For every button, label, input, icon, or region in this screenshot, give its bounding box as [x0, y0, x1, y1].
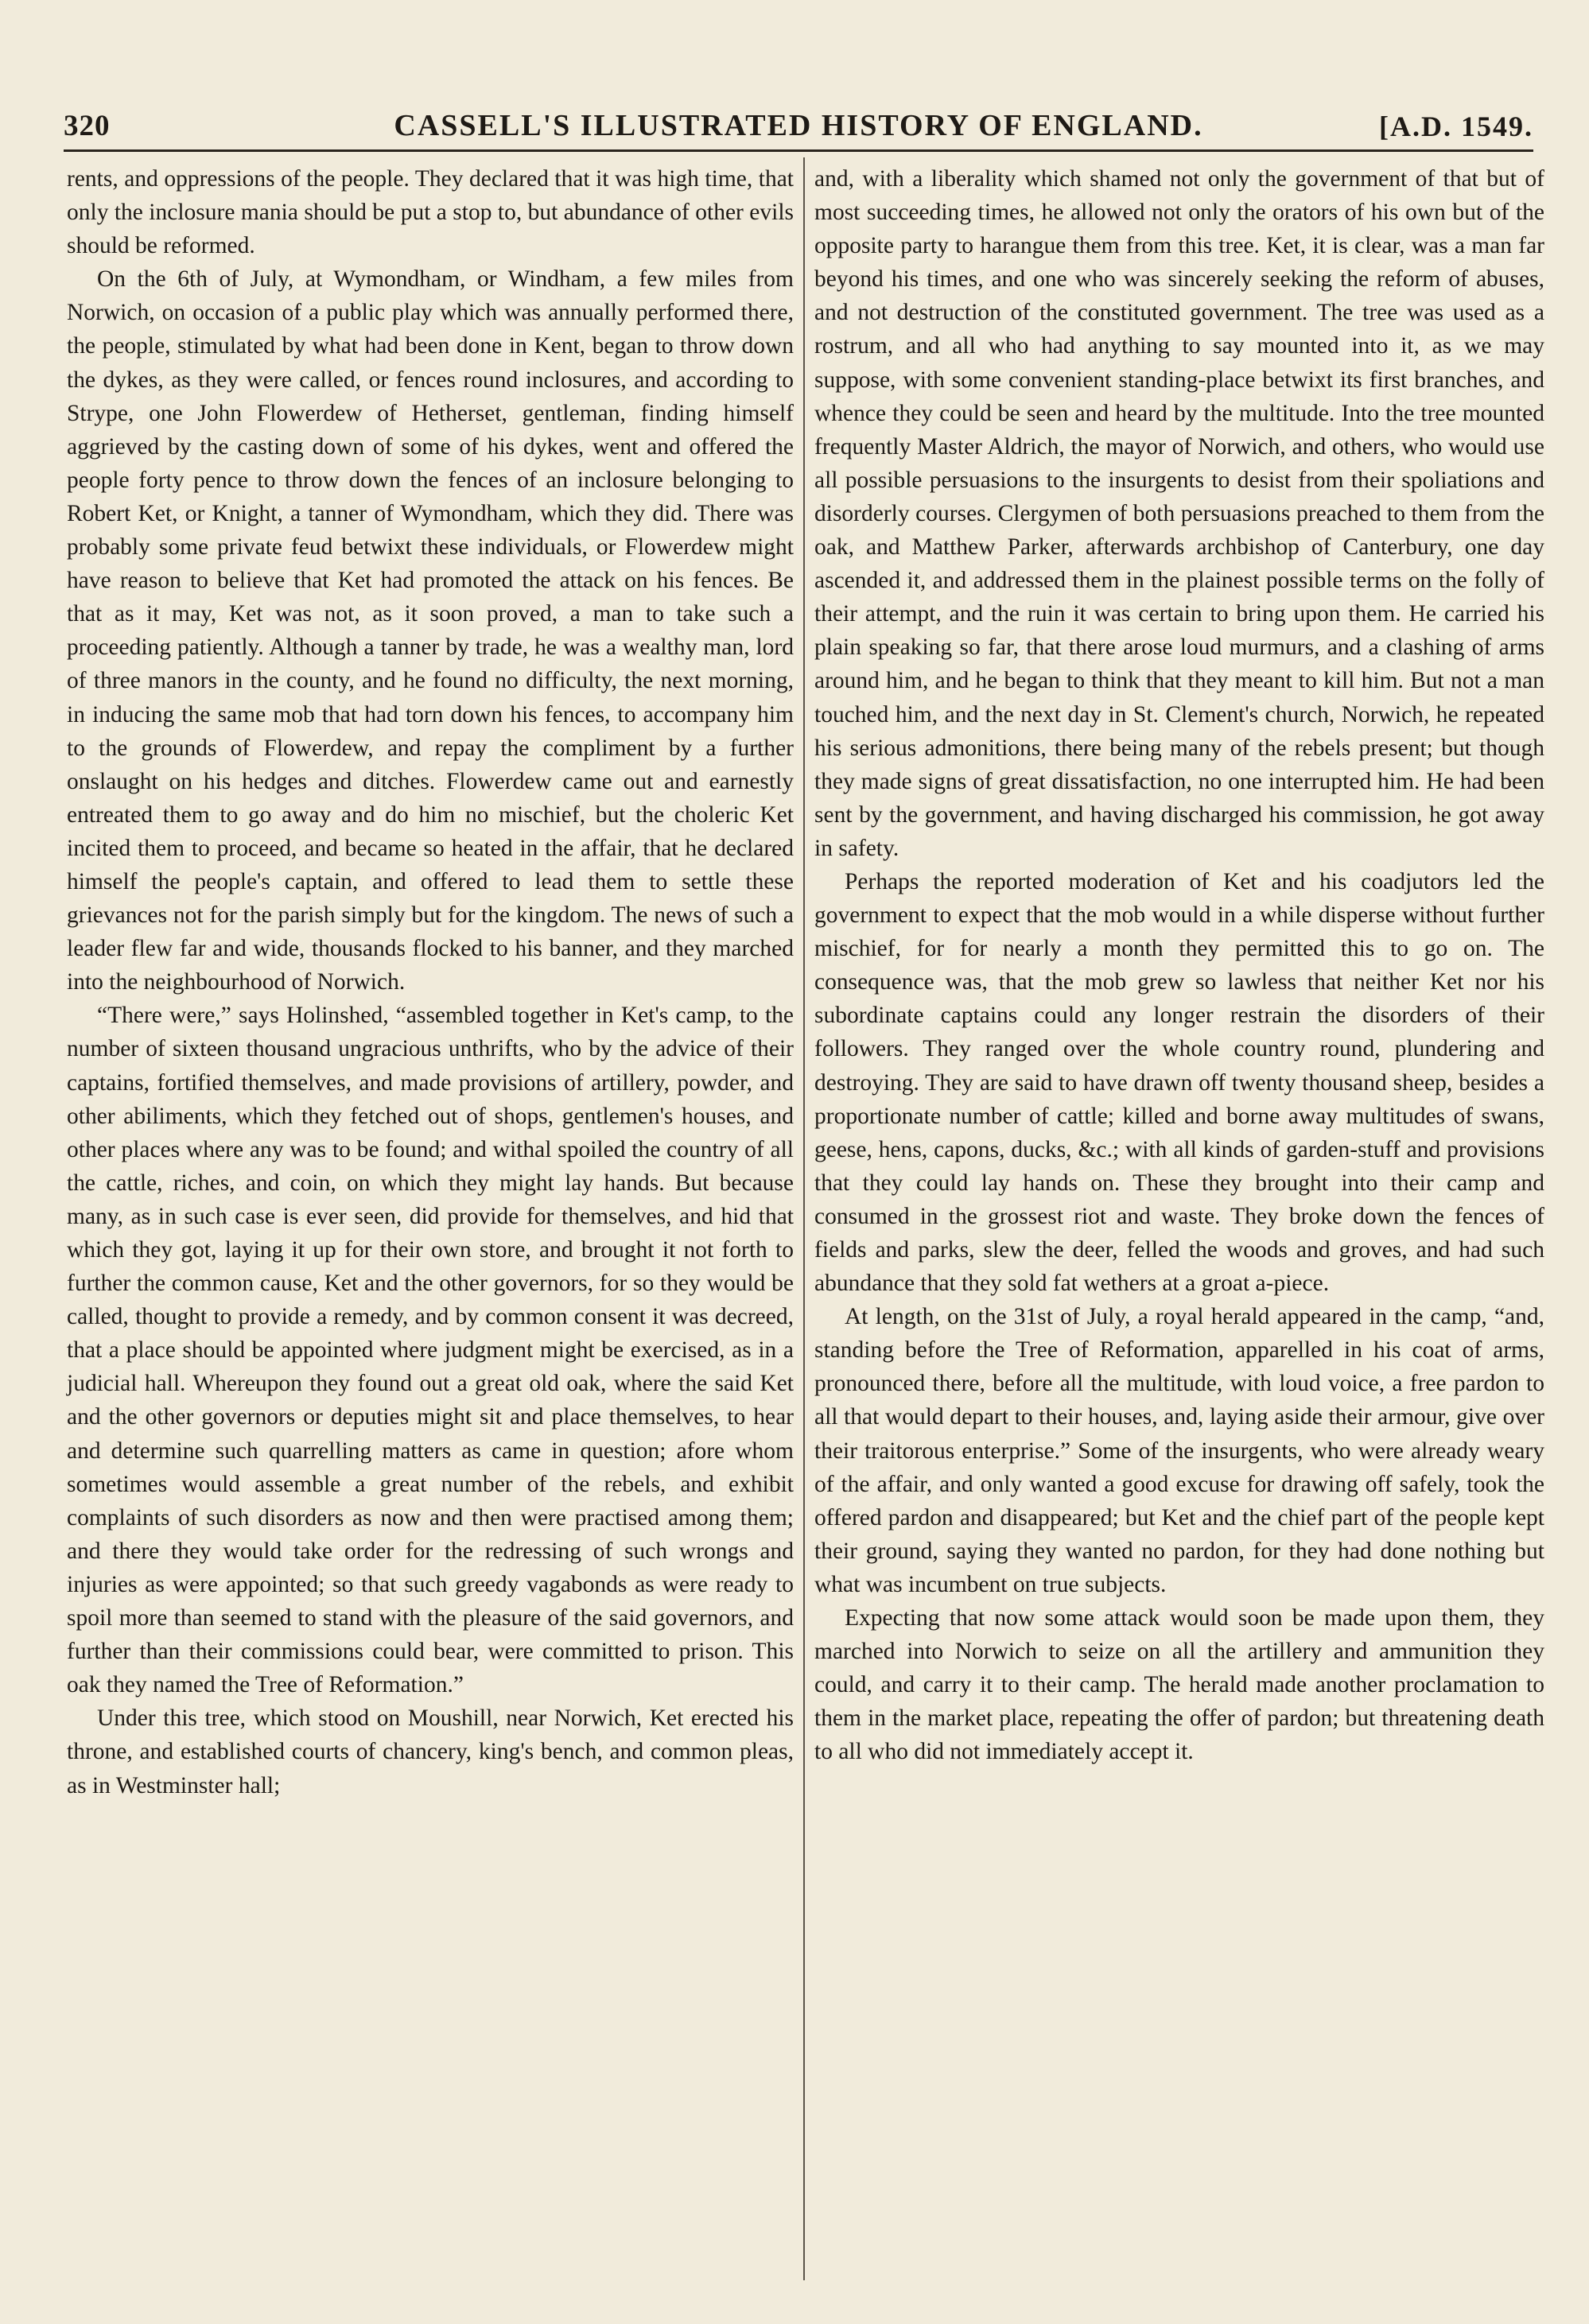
right-column [814, 162, 1544, 1769]
paragraph: At length, on the 31st of July, a royal herald appeared in the camp, “and, standing before the Tree of Reformation, apparelled in his coat of arms, pronounced there, before all the multitude, with loud voice, a free pardon to all that would depart to their houses, and, laying aside their armour, give over their traitorous enterprise.” Some of the insurgents, who were already weary of the affair, and only wanted a good excuse for drawing off safely, took the offered pardon and disappeared; but Ket and the chief part of the people kept their ground, saying they wanted no pardon, for they had done nothing but what was incumbent on true subjects. [814, 1304, 1544, 1597]
page-number: 320 [64, 110, 111, 142]
paragraph: and, with a liberality which shamed not only the government of that but of most succeeding times, he allowed not only the orators of his own but of the opposite party to harangue them from this tree. Ket, it is clear, was a man far beyond his times, and one who was sincerely seeking the reform of abuses, and not destruction of the constituted government. The tree was used as a rostrum, and all who had anything to say mounted into it, as we may suppose, with some convenient standing-place betwixt its first branches, and whence they could be seen and heard by the multitude. Into the tree mounted frequently Master Aldrich, the mayor of Norwich, and others, who would use all possible persuasions to the insurgents to desist from their spoliations and disorderly courses. Clergymen of both persuasions preached to them from the oak, and Matthew Parker, afterwards archbishop of Canterbury, one day ascended it, and addressed them in the plainest possible terms on the folly of their attempt, and the ruin it was certain to bring upon them. He carried his plain speaking so far, that there arose loud murmurs, and a clashing of arms around him, and he began to think that they meant to kill him. But not a man touched him, and the next day in St. Clement's church, Norwich, he repeated his serious admonitions, there being many of the rebels present; but though they made signs of great dissatisfaction, no one interrupted him. He had been sent by the government, and having discharged his commission, he got away in safety. [814, 166, 1544, 861]
paragraph: rents, and oppressions of the people. They declared that it was high time, that only the inclosure mania should be put a stop to, but abundance of other evils should be reformed. [67, 166, 794, 259]
paragraph: Under this tree, which stood on Moushill, near Norwich, Ket erected his throne, and established courts of chancery, king's bench, and common pleas, as in Westminster hall; [67, 1705, 794, 1798]
paragraph: “There were,” says Holinshed, “assembled together in Ket's camp, to the number of sixteen thousand ungracious unthrifts, who by the advice of their captains, fortified themselves, and made provisions of artillery, powder, and other abiliments, which they fetched out of shops, gentlemen's houses, and other places where any was to be found; and withal spoiled the country of all the cattle, riches, and coin, on which they might lay hands. But because many, as in such case is ever seen, did provide for themselves, and hid that which they got, laying it up for their own store, and brought it not forth to further the common cause, Ket and the other governors, for so they would be called, thought to provide a remedy, and by common consent it was decreed, that a place should be appointed where judgment might be exercised, as in a judicial hall. Whereupon they found out a great old oak, where the said Ket and the other governors or deputies might sit and place themselves, to hear and determine such quarrelling matters as came in question; afore whom sometimes would assemble a great number of the rebels, and exhibit complaints of such disorders as now and then were practised among them; and there they would take order for the redressing of such wrongs and injuries as were appointed; so that such greedy vagabonds as were ready to spoil more than seemed to stand with the pleasure of the said governors, and further than their commissions could bear, were committed to prison. This oak they named the Tree of Reformation.” [67, 1003, 794, 1698]
running-title: CASSELL'S ILLUSTRATED HISTORY OF ENGLAND. [394, 109, 1203, 142]
running-date: [A.D. 1549. [1379, 111, 1533, 142]
paragraph: Perhaps the reported moderation of Ket and his coadjutors led the government to expect that the mob would in a while disperse without further mischief, for for nearly a month they permitted this to go on. The consequence was, that the mob grew so lawless that neither Ket nor his subordinate captains could any longer restrain the disorders of their followers. They ranged over the whole country round, plundering and destroying. They are said to have drawn off twenty thousand sheep, besides a proportionate number of cattle; killed and borne away multitudes of swans, geese, hens, capons, ducks, &c.; with all kinds of garden-stuff and provisions that they could lay hands on. These they brought into their camp and consumed in the grossest riot and waste. They broke down the fences of fields and parks, slew the deer, felled the woods and groves, and had such abundance that they sold fat wethers at a groat a-piece. [814, 868, 1544, 1297]
left-column [67, 162, 794, 1802]
running-header [64, 102, 1533, 152]
paragraph: On the 6th of July, at Wymondham, or Windham, a few miles from Norwich, on occasion of a public play which was annually performed there, the people, stimulated by what had been done in Kent, began to throw down the dykes, as they were called, or fences round inclosures, and according to Strype, one John Flowerdew of Hetherset, gentleman, finding himself aggrieved by the casting down of some of his dykes, went and offered the people forty pence to throw down the fences of an inclosure belonging to Robert Ket, or Knight, a tanner of Wymondham, which they did. There was probably some private feud betwixt these individuals, or Flowerdew might have reason to believe that Ket had promoted the attack on his fences. Be that as it may, Ket was not, as it soon proved, a man to take such a proceeding patiently. Although a tanner by trade, he was a wealthy man, lord of three manors in the county, and he found no difficulty, the next morning, in inducing the same mob that had torn down his fences, to accompany him to the grounds of Flowerdew, and repay the compliment by a further onslaught on his hedges and ditches. Flowerdew came out and earnestly entreated them to go away and do him no mischief, but the choleric Ket incited them to proceed, and became so heated in the affair, that he declared himself the people's captain, and offered to lead them to settle these grievances not for the parish simply but for the kingdom. The news of such a leader flew far and wide, thousands flocked to his banner, and they marched into the neighbourhood of Norwich. [67, 266, 794, 995]
column-divider [803, 157, 805, 2280]
paragraph: Expecting that now some attack would soon be made upon them, they marched into Norwich to seize on all the artillery and ammunition they could, and carry it to their camp. The herald made another proclamation to them in the market place, repeating the offer of pardon; but threatening death to all who did not immediately accept it. [814, 1605, 1544, 1765]
